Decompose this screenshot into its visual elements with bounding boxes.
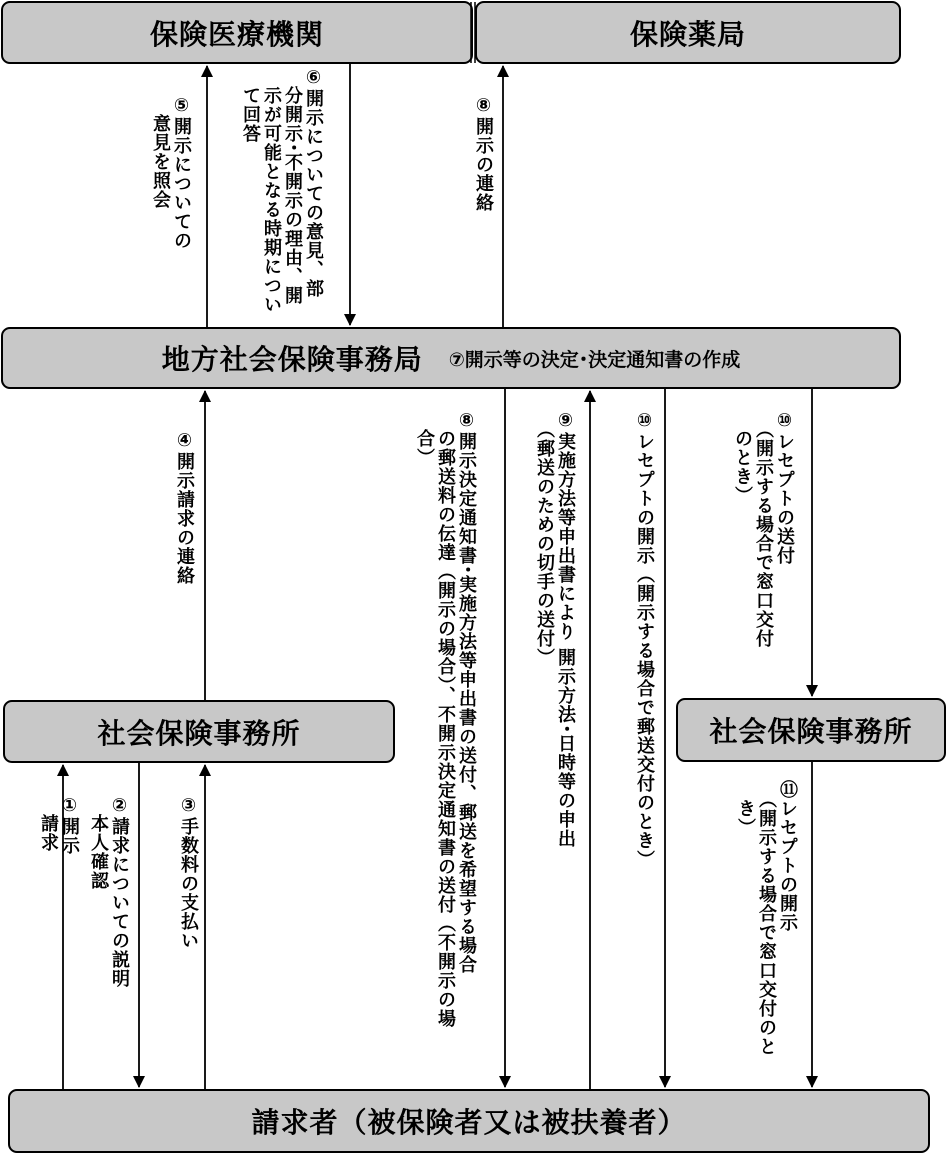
step1-label: ①開示 請求 [38, 795, 80, 855]
step5-label: ⑤開示についての 意見を照会 [150, 95, 192, 250]
step6-label: ⑥開示についての意見、部 分開示･不開示の理由、開 示が可能となる時期につい て回答 [240, 67, 324, 314]
step9-label: ⑨実施方法等申出書により 開示方法･日時等の申出 （郵送のための切手の送付） [534, 410, 576, 849]
step3-label: ③手数料の支払い [178, 795, 199, 950]
step4-label: ④開示請求の連絡 [174, 430, 195, 585]
step2-label: ②請求についての説明 本人確認 [88, 795, 130, 988]
requester-label: 請求者（被保険者又は被扶養者） [251, 1106, 687, 1139]
step10b-label: ⑩レセプトの送付 （開示する場合で窓口交付 のとき） [732, 410, 795, 648]
step8a-label: ⑧開示の連絡 [473, 95, 494, 212]
pharmacy-label: 保険薬局 [629, 17, 746, 51]
step10a-label: ⑩レセプトの開示（開示する場合で郵送交付のとき） [634, 410, 655, 869]
hospital-label: 保険医療機関 [149, 17, 324, 51]
step11-label: ⑪レセプトの開示 （開示する場合で窓口交付のと き） [735, 780, 798, 1056]
regional-bureau-label: 地方社会保険事務局 [161, 343, 423, 376]
regional-bureau-note: ⑦開示等の決定･決定通知書の作成 [448, 348, 741, 371]
office-left-label: 社会保険事務所 [97, 716, 301, 750]
office-right-label: 社会保険事務所 [709, 715, 913, 748]
step8b-label: ⑧開示決定通知書･実施方法等申出書の送付、郵送を希望する場合 の郵送料の伝達（開示の場合）、不開示決定通知書の送付（不開示の場 合） [414, 410, 477, 1028]
